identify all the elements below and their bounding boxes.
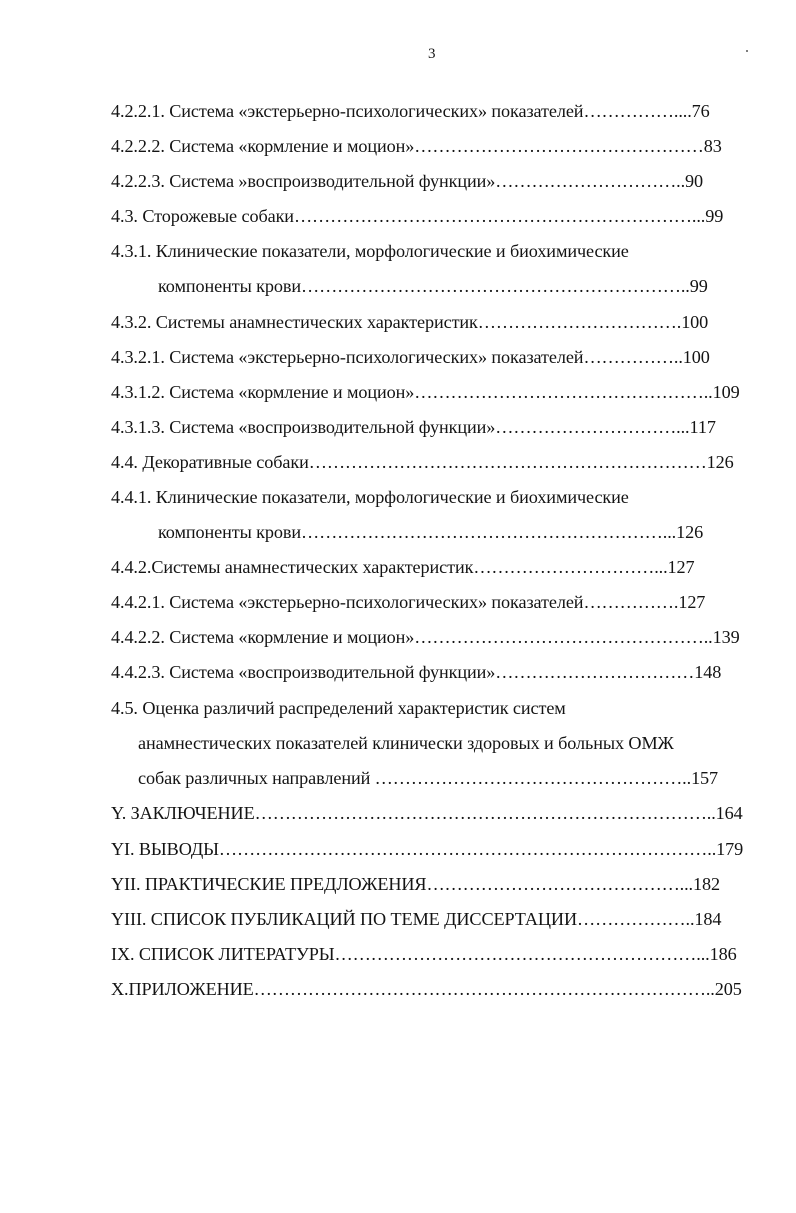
- toc-entry-continuation: компоненты крови……………………………………………………...126: [158, 522, 704, 542]
- toc-entry: 4.5. Оценка различий распределений характеристик систем: [111, 698, 566, 718]
- toc-entry: 4.2.2.2. Система «кормление и моцион»…………………………………………83: [111, 136, 722, 156]
- toc-entry: 4.4.2.2. Система «кормление и моцион»…………………………………………..139: [111, 627, 740, 647]
- toc-entry: 4.4.1. Клинические показатели, морфологические и биохимические: [111, 487, 629, 507]
- toc-entry: YII. ПРАКТИЧЕСКИЕ ПРЕДЛОЖЕНИЯ……………………………………...182: [111, 874, 720, 894]
- toc-entry-continuation: анамнестических показателей клинически здоровых и больных ОМЖ: [138, 733, 674, 753]
- toc-entry: YIII. СПИСОК ПУБЛИКАЦИЙ ПО ТЕМЕ ДИССЕРТАЦИИ………………..184: [111, 909, 722, 929]
- toc-entry: 4.3.1. Клинические показатели, морфологические и биохимические: [111, 241, 629, 261]
- toc-entry: 4.4.2.1. Система «экстерьерно-психологических» показателей…………….127: [111, 592, 706, 612]
- toc-entry: 4.4.2.Системы анамнестических характеристик…………………………...127: [111, 557, 695, 577]
- toc-entry: 4.4.2.3. Система «воспроизводительной функции»……………………………148: [111, 662, 722, 682]
- toc-entry: 4.3.2.1. Система «экстерьерно-психологических» показателей……………..100: [111, 347, 710, 367]
- scan-speck: [746, 50, 748, 52]
- toc-entry-continuation: компоненты крови………………………………………………………..99: [158, 276, 708, 296]
- toc-entry: 4.2.2.1. Система «экстерьерно-психологических» показателей……………....76: [111, 101, 710, 121]
- toc-entry: 4.4. Декоративные собаки…………………………………………………………126: [111, 452, 734, 472]
- toc-entry: 4.2.2.3. Система »воспроизводительной функции»…………………………..90: [111, 171, 704, 191]
- toc-entry: 4.3. Сторожевые собаки…………………………………………………………...99: [111, 206, 724, 226]
- toc-entry: IX. СПИСОК ЛИТЕРАТУРЫ……………………………………………………...186: [111, 944, 737, 964]
- toc-entry: Y. ЗАКЛЮЧЕНИЕ…………………………………………………………………..164: [111, 803, 743, 823]
- toc-entry: 4.3.1.3. Система «воспроизводительной функции»…………………………...117: [111, 417, 716, 437]
- toc-entry: X.ПРИЛОЖЕНИЕ…………………………………………………………………..205: [111, 979, 742, 999]
- toc-entry: 4.3.1.2. Система «кормление и моцион»…………………………………………..109: [111, 382, 740, 402]
- toc-entry: 4.3.2. Системы анамнестических характеристик…………………………….100: [111, 312, 709, 332]
- toc-entry: YI. ВЫВОДЫ………………………………………………………………………..179: [111, 839, 744, 859]
- page-number: 3: [428, 46, 436, 62]
- toc-entry-continuation: собак различных направлений ……………………………………………..157: [138, 768, 719, 788]
